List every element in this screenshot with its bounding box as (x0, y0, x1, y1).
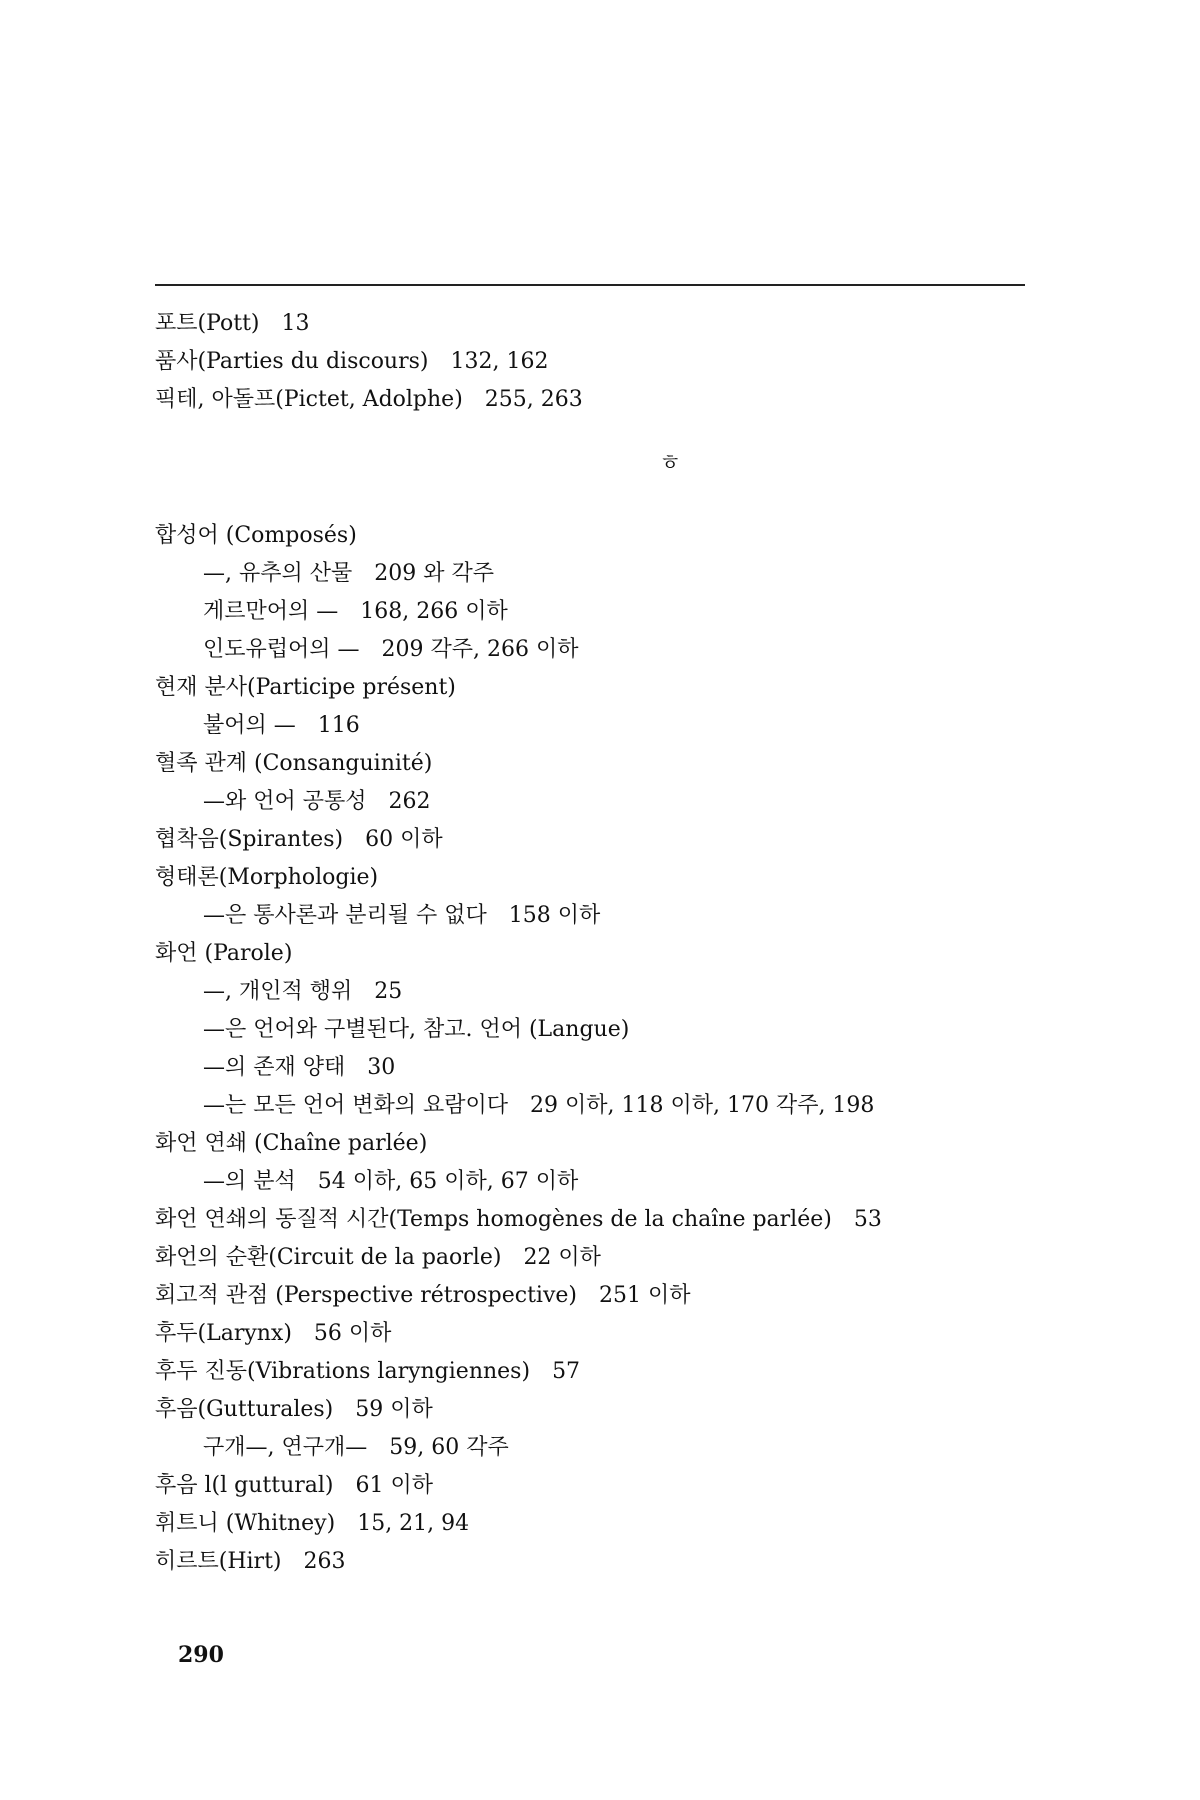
entry-pages: 56 이하 (313, 1321, 392, 1346)
entry-term: 화언 연쇄 (Chaîne parlée) (155, 1131, 428, 1156)
index-entry (155, 381, 1055, 419)
entry-term: 형태론(Morphologie) (155, 865, 379, 890)
entry-term: 품사(Parties du discours) (155, 349, 429, 374)
entry-pages: 60 이하 (365, 827, 443, 852)
entry-term: 불어의 — (203, 713, 296, 738)
index-entry (155, 859, 1055, 897)
entry-term: —은 통사론과 분리될 수 없다 (203, 903, 487, 928)
entry-term: 픽테, 아돌프(Pictet, Adolphe) (155, 387, 463, 412)
index-subentry (155, 1049, 1055, 1087)
index-entry (155, 1125, 1055, 1163)
entry-pages: 30 (367, 1055, 396, 1080)
index-subentry (155, 593, 1055, 631)
entry-term: 회고적 관점 (Perspective rétrospective) (155, 1283, 577, 1308)
index-entry (155, 669, 1055, 707)
index-entry (155, 935, 1055, 973)
entry-pages: 29 이하, 118 이하, 170 각주, 198 (530, 1093, 875, 1118)
entry-term: —, 개인적 행위 (203, 979, 353, 1004)
entry-term: —, 유추의 산물 (203, 561, 353, 586)
entries-h (155, 517, 1055, 1581)
index-subentry (155, 1087, 1055, 1125)
entry-pages: 59 이하 (355, 1397, 433, 1422)
entry-term: 화언 연쇄의 동질적 시간(Temps homogènes de la chaîne parlée) (155, 1207, 832, 1232)
index-entry (155, 1505, 1055, 1543)
entry-term: 화언 (Parole) (155, 941, 293, 966)
entry-pages: 61 이하 (355, 1473, 434, 1498)
entry-pages: 22 이하 (523, 1245, 601, 1270)
entry-pages: 57 (552, 1359, 581, 1384)
entry-pages: 15, 21, 94 (357, 1511, 470, 1536)
entry-term: 후음(Gutturales) (155, 1397, 334, 1422)
index-subentry (155, 555, 1055, 593)
entry-term: —의 분석 (203, 1169, 296, 1194)
index-entry (155, 343, 1055, 381)
entry-term: 구개—, 연구개— (203, 1435, 368, 1460)
index-entry (155, 1467, 1055, 1505)
index-subentry (155, 973, 1055, 1011)
index-entry (155, 745, 1055, 783)
entry-term: —은 언어와 구별된다, 참고. 언어 (Langue) (203, 1017, 630, 1042)
entry-term: —의 존재 양태 (203, 1055, 346, 1080)
entry-pages: 25 (374, 979, 403, 1004)
entry-pages: 209 와 각주 (374, 561, 494, 586)
entry-pages: 158 이하 (508, 903, 601, 928)
index-entry (155, 1315, 1055, 1353)
index-entry (155, 1239, 1055, 1277)
index-subentry (155, 897, 1055, 935)
entry-pages: 116 (317, 713, 360, 738)
index-entry (155, 517, 1055, 555)
entry-term: 포트(Pott) (155, 311, 260, 336)
entry-pages: 13 (281, 311, 310, 336)
section-letter: ㅎ (659, 451, 681, 476)
entry-pages: 59, 60 각주 (389, 1435, 509, 1460)
index-entry (155, 1277, 1055, 1315)
entry-pages: 54 이하, 65 이하, 67 이하 (317, 1169, 579, 1194)
index-entry (155, 1391, 1055, 1429)
entry-pages: 168, 266 이하 (360, 599, 508, 624)
entry-pages: 251 이하 (598, 1283, 691, 1308)
entries-p (155, 305, 1055, 419)
entry-term: 협착음(Spirantes) (155, 827, 344, 852)
top-rule (155, 284, 1025, 286)
entry-pages: 255, 263 (484, 387, 583, 412)
entry-pages: 209 각주, 266 이하 (381, 637, 579, 662)
index-entry (155, 1543, 1055, 1581)
index-entry (155, 1353, 1055, 1391)
entry-pages: 262 (388, 789, 431, 814)
entry-term: 후두 진동(Vibrations laryngiennes) (155, 1359, 531, 1384)
index-entry (155, 821, 1055, 859)
index-subentry (155, 1163, 1055, 1201)
entry-term: 후음 l(l guttural) (155, 1473, 334, 1498)
entry-pages: 263 (303, 1549, 346, 1574)
entry-term: 현재 분사(Participe présent) (155, 675, 456, 700)
entry-term: 합성어 (Composés) (155, 523, 357, 548)
index-subentry (155, 1011, 1055, 1049)
index-subentry (155, 631, 1055, 669)
entry-pages: 132, 162 (450, 349, 549, 374)
entry-term: 휘트니 (Whitney) (155, 1511, 336, 1536)
index-list (155, 305, 1055, 1581)
entry-term: 화언의 순환(Circuit de la paorle) (155, 1245, 502, 1270)
index-subentry (155, 707, 1055, 745)
entry-term: —는 모든 언어 변화의 요람이다 (203, 1093, 508, 1118)
entry-pages: 53 (853, 1207, 882, 1232)
index-entry (155, 305, 1055, 343)
index-subentry (155, 783, 1055, 821)
entry-term: 혈족 관계 (Consanguinité) (155, 751, 433, 776)
page-number: 290 (178, 1642, 224, 1668)
entry-term: 후두(Larynx) (155, 1321, 292, 1346)
entry-term: 인도유럽어의 — (203, 637, 360, 662)
index-subentry (155, 1429, 1055, 1467)
entry-term: —와 언어 공통성 (203, 789, 367, 814)
entry-term: 게르만어의 — (203, 599, 339, 624)
entry-term: 히르트(Hirt) (155, 1549, 282, 1574)
index-entry (155, 1201, 1055, 1239)
